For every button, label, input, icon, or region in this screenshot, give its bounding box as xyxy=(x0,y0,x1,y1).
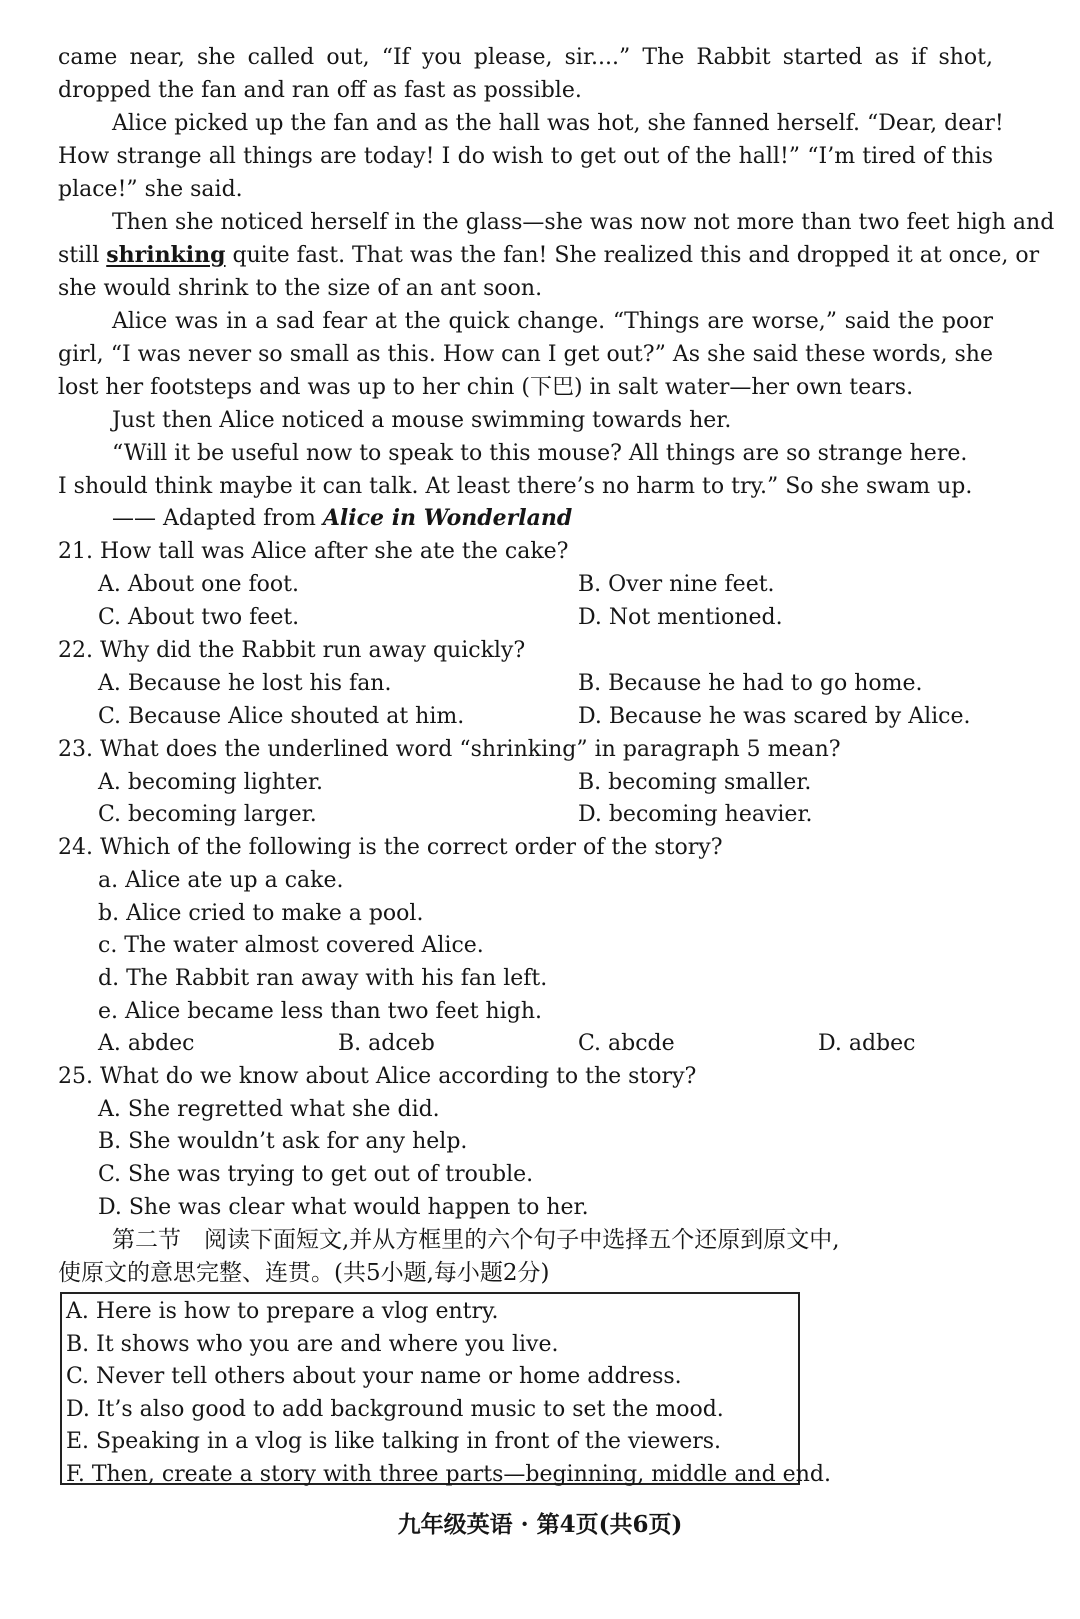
box-option: A. Here is how to prepare a vlog entry. xyxy=(66,1299,499,1324)
answer-option: B. She wouldn’t ask for any help. xyxy=(98,1129,468,1154)
source-title: Alice in Wonderland xyxy=(322,505,573,531)
answer-option: A. abdec xyxy=(98,1031,195,1056)
passage-line: came near, she called out, “If you please, sir....” The Rabbit started as if shot, xyxy=(58,45,993,70)
passage-line: place!” she said. xyxy=(58,177,243,202)
answer-option: C. About two feet. xyxy=(98,605,300,630)
passage-line: Then she noticed herself in the glass—she was now not more than two feet high and xyxy=(112,210,1055,235)
answer-option: C. She was trying to get out of trouble. xyxy=(98,1162,534,1187)
box-option: B. It shows who you are and where you live. xyxy=(66,1331,559,1357)
answer-option: B. becoming smaller. xyxy=(578,770,812,795)
section-instruction: 第二节 阅读下面短文,并从方框里的六个句子中选择五个还原到原文中, xyxy=(112,1227,840,1253)
passage-line: “Will it be useful now to speak to this mouse? All things are so strange here. xyxy=(112,441,968,466)
passage-line: girl, “I was never so small as this. How can I get out?” As she said these words, she xyxy=(58,342,993,367)
story-event: a. Alice ate up a cake. xyxy=(98,868,344,893)
box-option: F. Then, create a story with three parts—beginning, middle and end. xyxy=(66,1461,831,1487)
answer-option: C. abcde xyxy=(578,1031,675,1056)
answer-option: C. Because Alice shouted at him. xyxy=(98,704,465,729)
source-prefix: —— Adapted from xyxy=(112,506,323,531)
options-box xyxy=(60,1292,831,1487)
page-footer: 九年级英语 · 第4页(共6页) xyxy=(397,1511,683,1538)
passage-line: lost her footsteps and was up to her chin (下巴) in salt water—her own tears. xyxy=(58,375,914,400)
answer-option: D. She was clear what would happen to her. xyxy=(98,1195,589,1220)
box-option: E. Speaking in a vlog is like talking in front of the viewers. xyxy=(66,1429,722,1454)
passage-line: Alice picked up the fan and as the hall was hot, she fanned herself. “Dear, dear! xyxy=(112,111,1004,136)
passage-line: she would shrink to the size of an ant soon. xyxy=(58,276,543,301)
answer-option: B. Because he had to go home. xyxy=(578,671,923,696)
passage-text: quite fast. That was the fan! She realized this and dropped it at once, or xyxy=(225,243,1040,268)
passage-line: How strange all things are today! I do wish to get out of the hall!” “I’m tired of this xyxy=(58,144,993,169)
story-event: c. The water almost covered Alice. xyxy=(98,933,484,958)
question-stem: 24. Which of the following is the correct order of the story? xyxy=(58,835,723,860)
answer-option: A. About one foot. xyxy=(98,572,299,597)
answer-option: A. She regretted what she did. xyxy=(98,1097,440,1122)
passage-line-shrinking xyxy=(58,239,1040,272)
answer-option: D. adbec xyxy=(818,1031,916,1056)
passage-line: dropped the fan and ran off as fast as possible. xyxy=(58,78,582,103)
answer-option: D. becoming heavier. xyxy=(578,802,813,827)
answer-option: B. adceb xyxy=(338,1031,435,1056)
story-event: d. The Rabbit ran away with his fan left. xyxy=(98,966,548,991)
question-stem: 25. What do we know about Alice according to the story? xyxy=(58,1064,697,1089)
source-attribution xyxy=(112,502,993,535)
answer-option: C. becoming larger. xyxy=(98,802,317,827)
box-option: D. It’s also good to add background music to set the mood. xyxy=(66,1396,724,1422)
question-stem: 21. How tall was Alice after she ate the cake? xyxy=(58,539,569,564)
section-instruction: 使原文的意思完整、连贯。(共5小题,每小题2分) xyxy=(58,1260,550,1286)
question-stem: 23. What does the underlined word “shrinking” in paragraph 5 mean? xyxy=(58,737,841,762)
passage-line: Alice was in a sad fear at the quick change. “Things are worse,” said the poor xyxy=(112,309,993,334)
answer-option: A. becoming lighter. xyxy=(98,770,323,795)
story-event: e. Alice became less than two feet high. xyxy=(98,999,543,1024)
answer-option: D. Because he was scared by Alice. xyxy=(578,704,971,729)
passage-line: I should think maybe it can talk. At least there’s no harm to try.” So she swam up. xyxy=(58,474,973,499)
question-stem: 22. Why did the Rabbit run away quickly? xyxy=(58,638,526,663)
answer-option: A. Because he lost his fan. xyxy=(98,671,392,696)
box-option: C. Never tell others about your name or home address. xyxy=(66,1364,682,1389)
story-event: b. Alice cried to make a pool. xyxy=(98,901,424,926)
passage-text: still xyxy=(58,243,107,268)
passage-line: Just then Alice noticed a mouse swimming towards her. xyxy=(112,408,732,433)
answer-option: D. Not mentioned. xyxy=(578,605,783,630)
answer-option: B. Over nine feet. xyxy=(578,572,775,597)
underlined-word: shrinking xyxy=(106,242,226,268)
